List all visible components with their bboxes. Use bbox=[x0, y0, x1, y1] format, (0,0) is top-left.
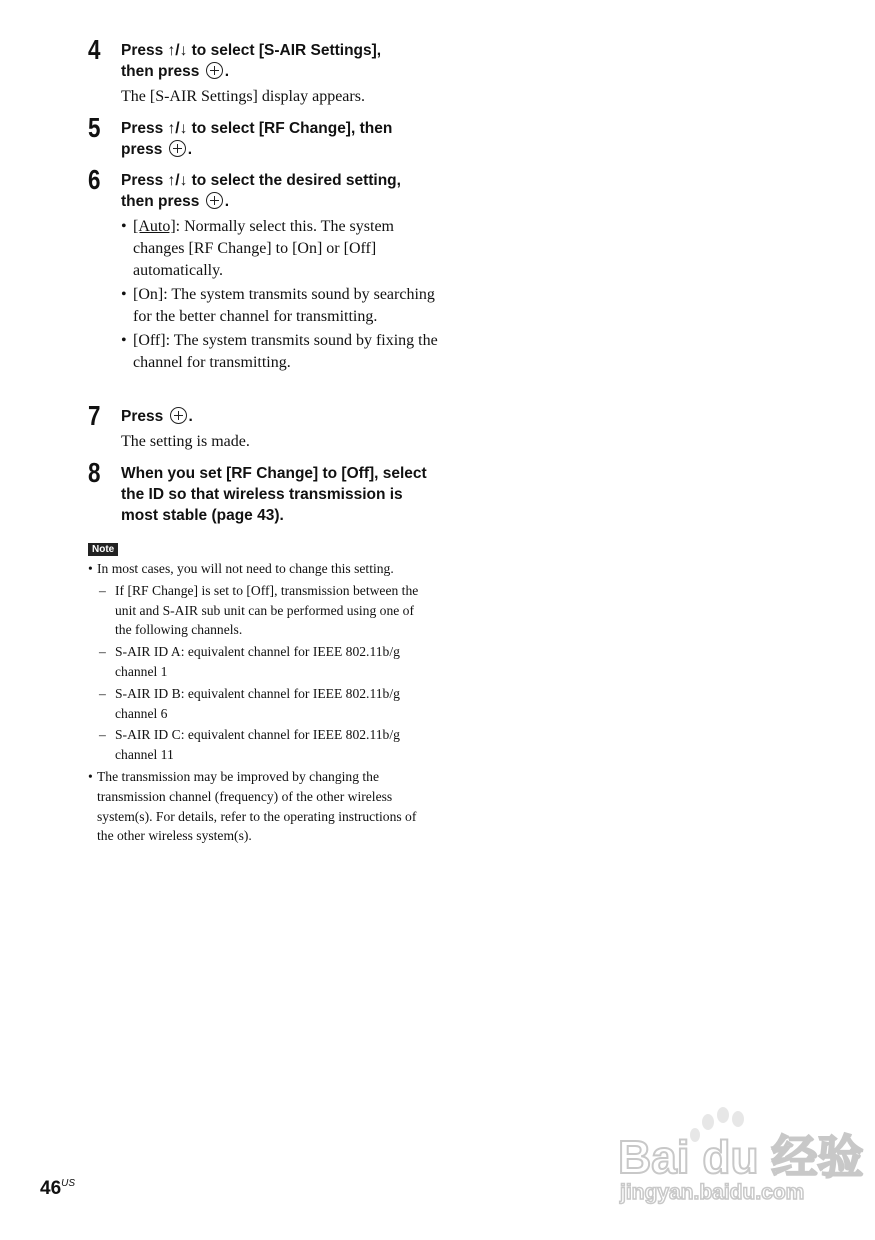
step-4 bbox=[88, 34, 438, 108]
watermark-url: jingyan.baidu.com bbox=[620, 1181, 805, 1204]
note-dash-item: – S-AIR ID C: equivalent channel for IEEE 802.11b/g channel 11 bbox=[99, 727, 400, 763]
step-number: 8 bbox=[88, 457, 101, 488]
step-heading: Press ↑/↓ to select [RF Change], then press . bbox=[121, 120, 393, 158]
enter-button-icon bbox=[206, 62, 223, 79]
note-bullet: • In most cases, you will not need to change this setting. bbox=[88, 561, 394, 576]
note-section bbox=[88, 559, 433, 846]
enter-button-icon bbox=[170, 407, 187, 424]
step-description: The setting is made. bbox=[121, 433, 250, 450]
step-7 bbox=[88, 400, 438, 453]
watermark-brand: Bai du 经验 bbox=[618, 1131, 864, 1183]
step-description: The [S-AIR Settings] display appears. bbox=[121, 88, 365, 105]
page-number: $46^{US}$ bbox=[40, 1178, 76, 1199]
step-6 bbox=[88, 164, 438, 374]
note-dash-item: – S-AIR ID B: equivalent channel for IEEE 802.11b/g channel 6 bbox=[99, 685, 400, 721]
step-number: 7 bbox=[88, 400, 101, 431]
note-bullet: • The transmission may be improved by changing the transmission channel (frequency) of the other wireless system(s). For details, refer to the operating instructions of the other wireless system(s). bbox=[88, 768, 417, 844]
step-heading: Press ↑/↓ to select the desired setting, then press . bbox=[121, 172, 401, 210]
step-heading: Press ↑/↓ to select [S-AIR Settings], then press . bbox=[121, 42, 382, 80]
step-number: 5 bbox=[88, 112, 101, 143]
step-heading: Press . bbox=[121, 408, 193, 425]
enter-button-icon bbox=[169, 140, 186, 157]
note-dash-item: – If [RF Change] is set to [Off], transmission between the unit and S-AIR sub unit can be performed using one of the following channels. bbox=[99, 582, 419, 638]
note-dash-item: – S-AIR ID A: equivalent channel for IEEE 802.11b/g channel 1 bbox=[99, 644, 400, 679]
step-heading: When you set [RF Change] to [Off], select the ID so that wireless transmission is most stable (page 43). bbox=[121, 465, 427, 524]
step-number: 6 bbox=[88, 164, 101, 195]
step-number: 4 bbox=[88, 34, 101, 65]
baidu-watermark-logo bbox=[610, 1105, 864, 1210]
option-off: • [Off]: The system transmits sound by fixing the channel for transmitting. bbox=[121, 332, 438, 371]
option-auto: • [Auto]: Normally select this. The system changes [RF Change] to [On] or [Off] automatically. bbox=[121, 218, 394, 279]
step-5 bbox=[88, 112, 438, 160]
option-on: • [On]: The system transmits sound by searching for the better channel for transmitting. bbox=[121, 286, 435, 325]
note-label: Note bbox=[88, 543, 118, 556]
enter-button-icon bbox=[206, 192, 223, 209]
step-8 bbox=[88, 457, 438, 526]
